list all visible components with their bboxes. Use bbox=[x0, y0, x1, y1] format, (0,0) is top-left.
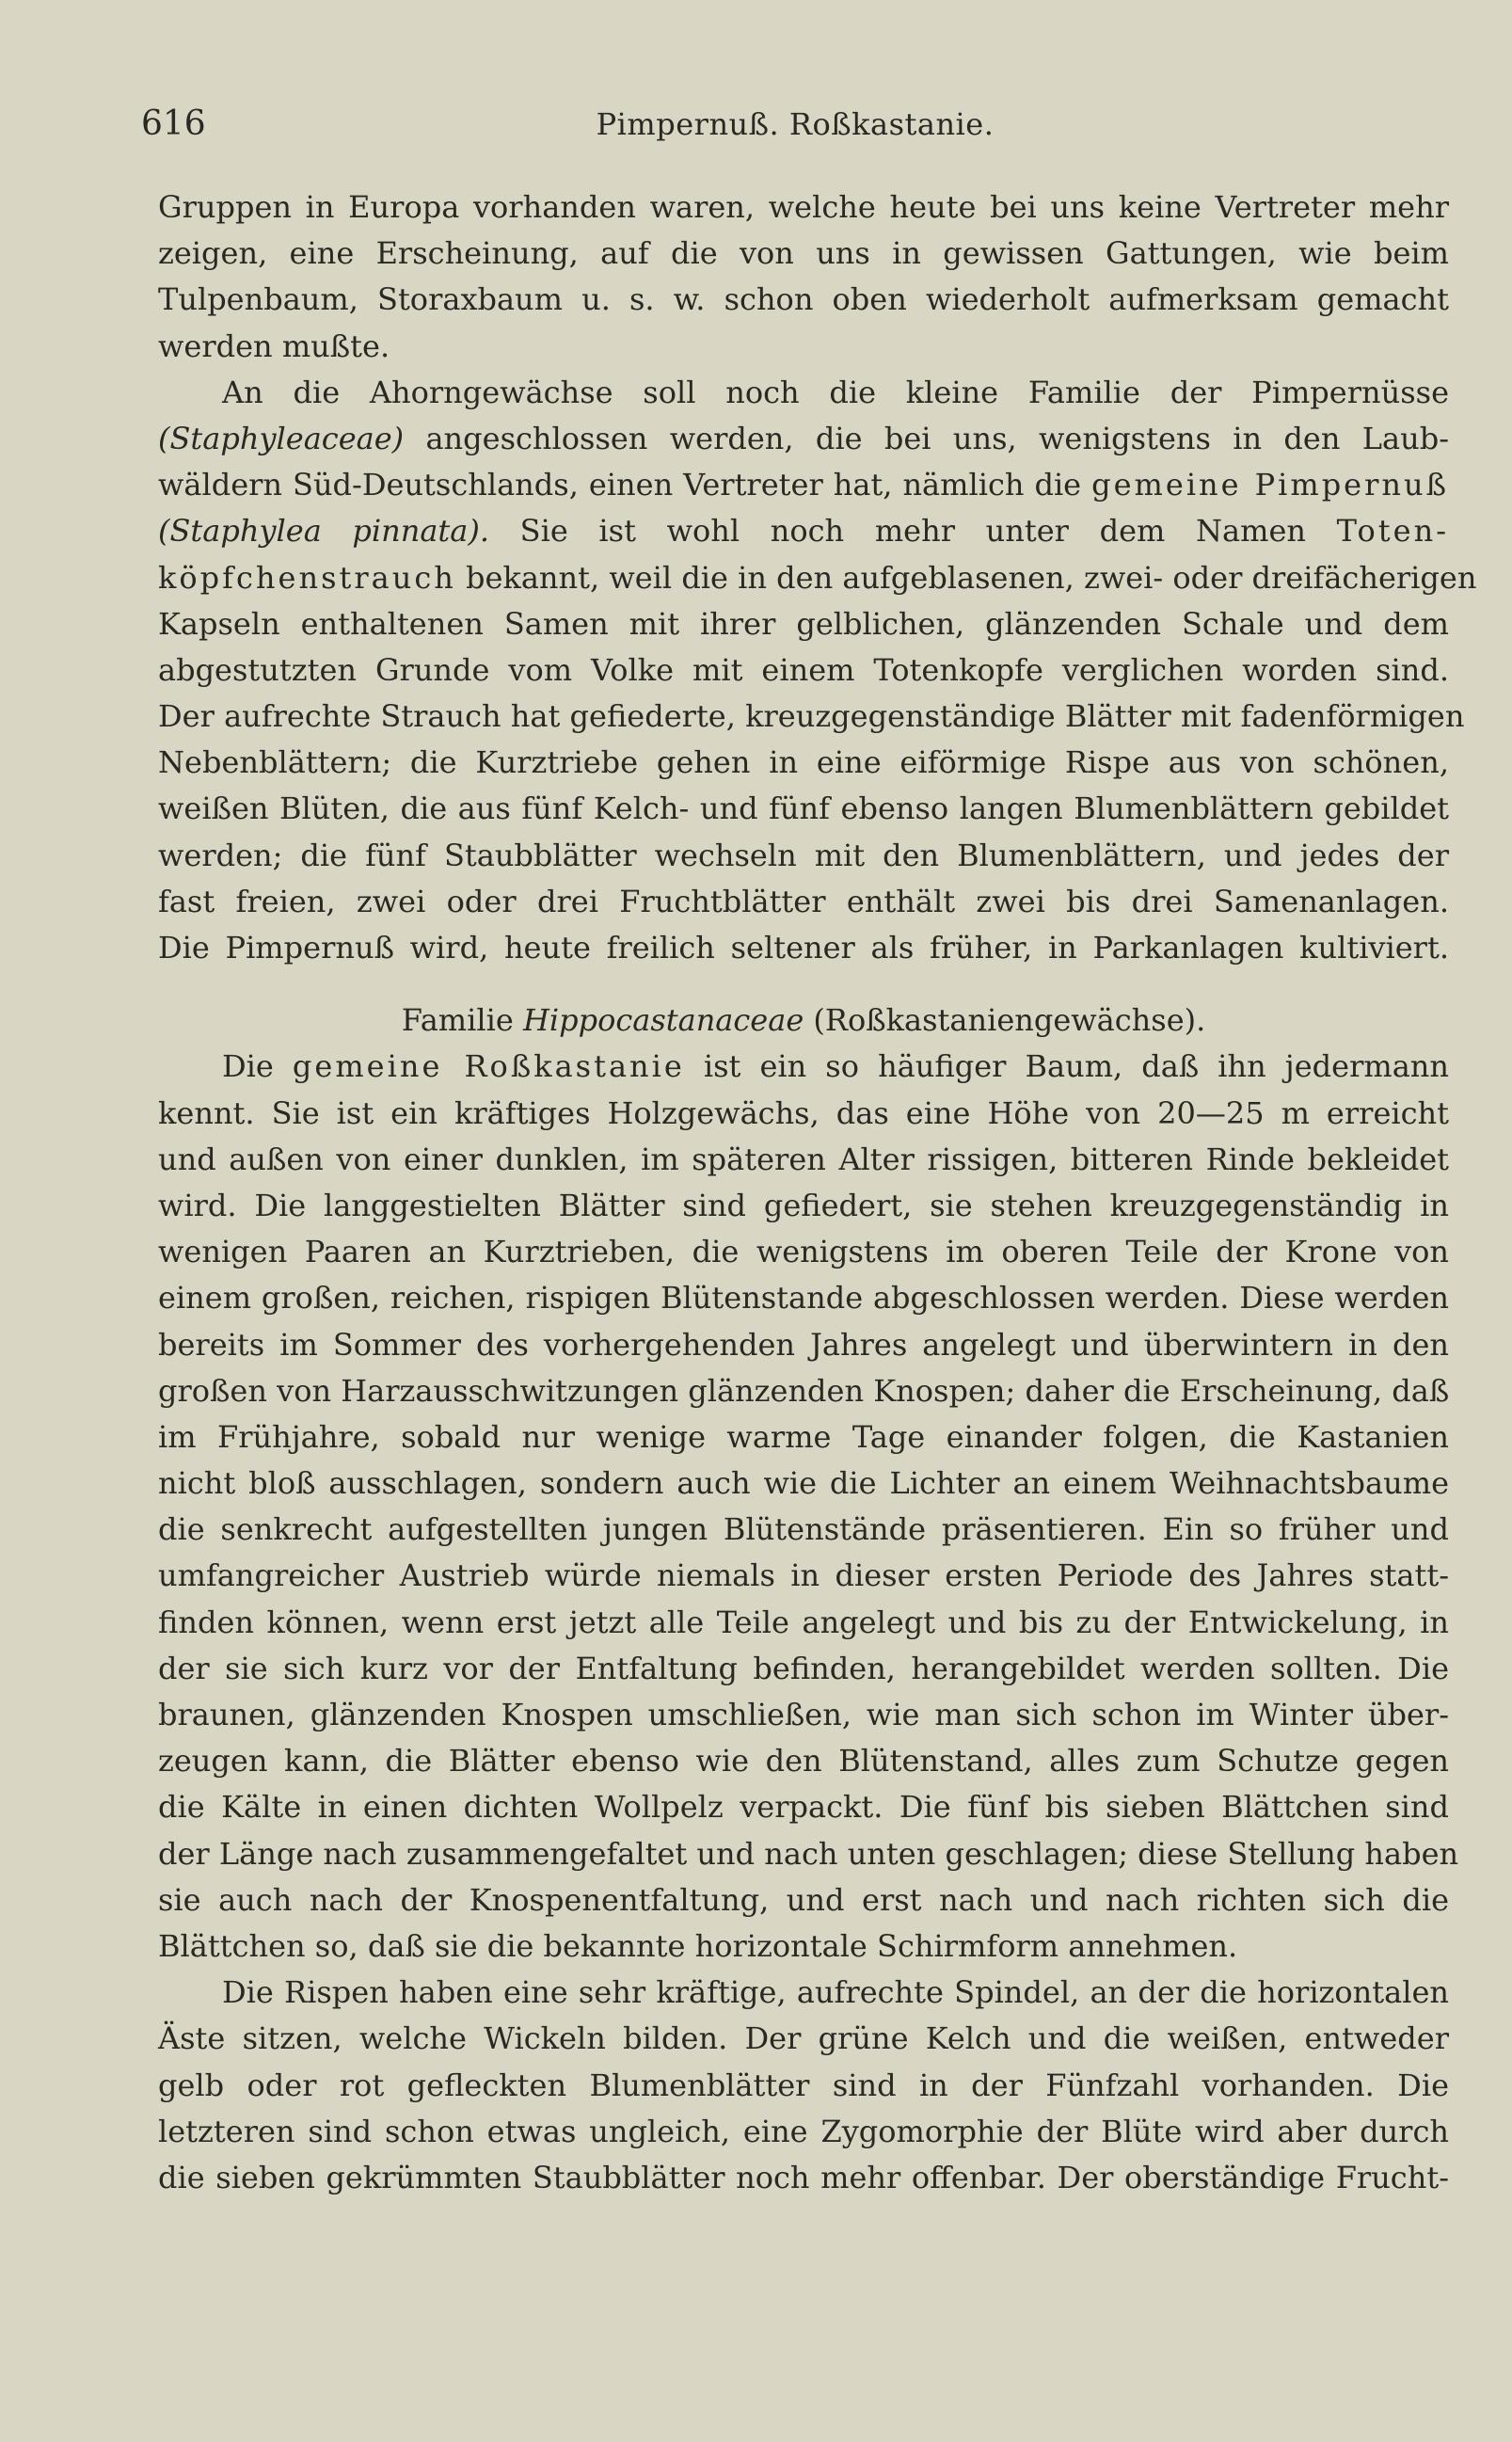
text-line: Blättchen so, daß sie die bekannte horizontale Schirmform annehmen. bbox=[158, 1927, 1238, 1964]
body-text bbox=[158, 184, 1477, 2201]
heading-prefix: Familie bbox=[401, 1002, 523, 1039]
text-line: wird. Die langgestielten Blätter sind gefiedert, sie stehen kreuzgegenständig in bbox=[158, 1187, 1449, 1223]
text-line: fast freien, zwei oder drei Fruchtblätter enthält zwei bis drei Samenanlagen. bbox=[158, 883, 1449, 919]
text-line: An die Ahorngewächse soll noch die kleine Familie der Pimpernüsse bbox=[222, 374, 1449, 410]
text-run: ist ein so häufiger Baum, daß ihn jedermann bbox=[684, 1048, 1450, 1085]
running-head bbox=[141, 96, 1449, 152]
text-line: zeigen, eine Erscheinung, auf die von uns in gewissen Gattungen, wie beim bbox=[158, 235, 1449, 272]
text-line: und außen von einer dunklen, im späteren Alter rissigen, bitteren Rinde bekleidet bbox=[158, 1141, 1449, 1177]
text-line: werden; die fünf Staubblätter wechseln mit den Blumenblättern, und jedes der bbox=[158, 837, 1449, 873]
emphasized-term: gemeine Pimpernuß bbox=[1091, 467, 1450, 503]
text-line: Gruppen in Europa vorhanden waren, welche heute bei uns keine Vertreter mehr bbox=[158, 189, 1449, 225]
text-line bbox=[158, 508, 1449, 554]
text-line: die Kälte in einen dichten Wollpelz verpackt. Die fünf bis sieben Blättchen sind bbox=[158, 1789, 1449, 1826]
text-line bbox=[158, 416, 1449, 462]
text-line: gelb oder rot gefleckten Blumenblätter sind in der Fünfzahl vorhanden. Die bbox=[158, 2067, 1449, 2103]
text-line: großen von Harzausschwitzungen glänzenden Knospen; daher die Erscheinung, daß bbox=[158, 1372, 1450, 1409]
text-line: Tulpenbaum, Storaxbaum u. s. w. schon oben wiederholt aufmerksam gemacht bbox=[158, 281, 1449, 318]
paragraph bbox=[158, 1044, 1459, 1970]
text-line: abgestutzten Grunde vom Volke mit einem Totenkopfe verglichen worden sind. bbox=[158, 651, 1449, 688]
text-run: angeschlossen werden, die bei uns, wenigstens in den Laub- bbox=[404, 420, 1449, 456]
text-line: Äste sitzen, welche Wickeln bilden. Der grüne Kelch und die weißen, entweder bbox=[158, 2020, 1449, 2057]
text-line: Kapseln enthaltenen Samen mit ihrer gelblichen, glänzenden Schale und dem bbox=[158, 605, 1449, 642]
text-line: einem großen, reichen, rispigen Blütenstande abgeschlossen werden. Diese werden bbox=[158, 1280, 1449, 1317]
text-line: sie auch nach der Knospenentfaltung, und erst nach und nach richten sich die bbox=[158, 1881, 1449, 1918]
text-run: Sie ist wohl noch mehr unter dem Namen bbox=[489, 513, 1337, 550]
heading-suffix: (Roßkastaniengewächse). bbox=[804, 1002, 1206, 1039]
text-line bbox=[158, 462, 1449, 508]
running-title: Pimpernuß. Roßkastanie. bbox=[596, 106, 995, 142]
text-run: Die bbox=[222, 1048, 293, 1085]
paragraph bbox=[158, 1970, 1449, 2201]
page-number: 616 bbox=[141, 104, 206, 143]
emphasized-term: Toten- bbox=[1336, 513, 1450, 550]
text-line: im Frühjahre, sobald nur wenige warme Tage einander folgen, die Kastanien bbox=[158, 1418, 1449, 1455]
text-line: nicht bloß ausschlagen, sondern auch wie die Lichter an einem Weihnachtsbaume bbox=[158, 1465, 1449, 1502]
text-line: Die Rispen haben eine sehr kräftige, aufrechte Spindel, an der die horizontalen bbox=[222, 1974, 1449, 2011]
emphasized-term: köpfchenstrauch bbox=[158, 559, 456, 596]
text-line: wenigen Paaren an Kurztrieben, die wenigstens im oberen Teile der Krone von bbox=[158, 1234, 1449, 1270]
text-line: die senkrecht aufgestellten jungen Blütenstände präsentieren. Ein so früher und bbox=[158, 1511, 1449, 1548]
text-line: bereits im Sommer des vorhergehenden Jahres angelegt und überwintern in den bbox=[158, 1326, 1449, 1363]
text-line bbox=[158, 555, 1477, 601]
text-line: die sieben gekrümmten Staubblätter noch mehr offenbar. Der oberständige Frucht- bbox=[158, 2159, 1449, 2195]
text-line: der sie sich kurz vor der Entfaltung befinden, herangebildet werden sollten. Die bbox=[158, 1650, 1449, 1686]
text-line: letzteren sind schon etwas ungleich, eine Zygomorphie der Blüte wird aber durch bbox=[158, 2113, 1449, 2149]
text-line: braunen, glänzenden Knospen umschließen, wie man sich schon im Winter über- bbox=[158, 1697, 1449, 1732]
text-line: finden können, wenn erst jetzt alle Teile angelegt und bis zu der Entwickelung, in bbox=[158, 1604, 1449, 1640]
emphasized-term: gemeine Roßkastanie bbox=[292, 1048, 685, 1085]
latin-family-name: Hippocastanaceae bbox=[522, 1002, 804, 1039]
latin-name: (Staphyleaceae) bbox=[158, 420, 405, 456]
text-line: Die Pimpernuß wird, heute freilich seltener als früher, in Parkanlagen kultiviert. bbox=[158, 930, 1449, 966]
paragraph bbox=[158, 184, 1449, 370]
spacer bbox=[158, 971, 1449, 998]
text-line: Der aufrechte Strauch hat gefiederte, kreuzgegenständige Blätter mit fadenförmigen bbox=[158, 698, 1465, 735]
section-heading bbox=[158, 998, 1449, 1044]
latin-name: (Staphylea pinnata). bbox=[158, 513, 490, 550]
text-line: kennt. Sie ist ein kräftiges Holzgewächs, das eine Höhe von 20—25 m erreicht bbox=[158, 1094, 1449, 1131]
text-run: wäldern Süd-Deutschlands, einen Vertreter hat, nämlich die bbox=[158, 467, 1092, 503]
text-line: weißen Blüten, die aus fünf Kelch- und fünf ebenso langen Blumenblättern gebildet bbox=[158, 790, 1449, 827]
text-line: werden mußte. bbox=[158, 327, 390, 364]
text-line bbox=[158, 1044, 1449, 1090]
text-line: der Länge nach zusammengefaltet und nach unten geschlagen; diese Stellung haben bbox=[158, 1835, 1459, 1872]
text-line: zeugen kann, die Blätter ebenso wie den Blütenstand, alles zum Schutze gegen bbox=[158, 1743, 1449, 1780]
paragraph bbox=[158, 370, 1477, 971]
text-run: bekannt, weil die in den aufgeblasenen, zwei- oder dreifächerigen bbox=[455, 559, 1477, 596]
text-line: umfangreicher Austrieb würde niemals in dieser ersten Periode des Jahres statt- bbox=[158, 1557, 1449, 1594]
text-line: Nebenblättern; die Kurztriebe gehen in eine eiförmige Rispe aus von schönen, bbox=[158, 744, 1449, 781]
